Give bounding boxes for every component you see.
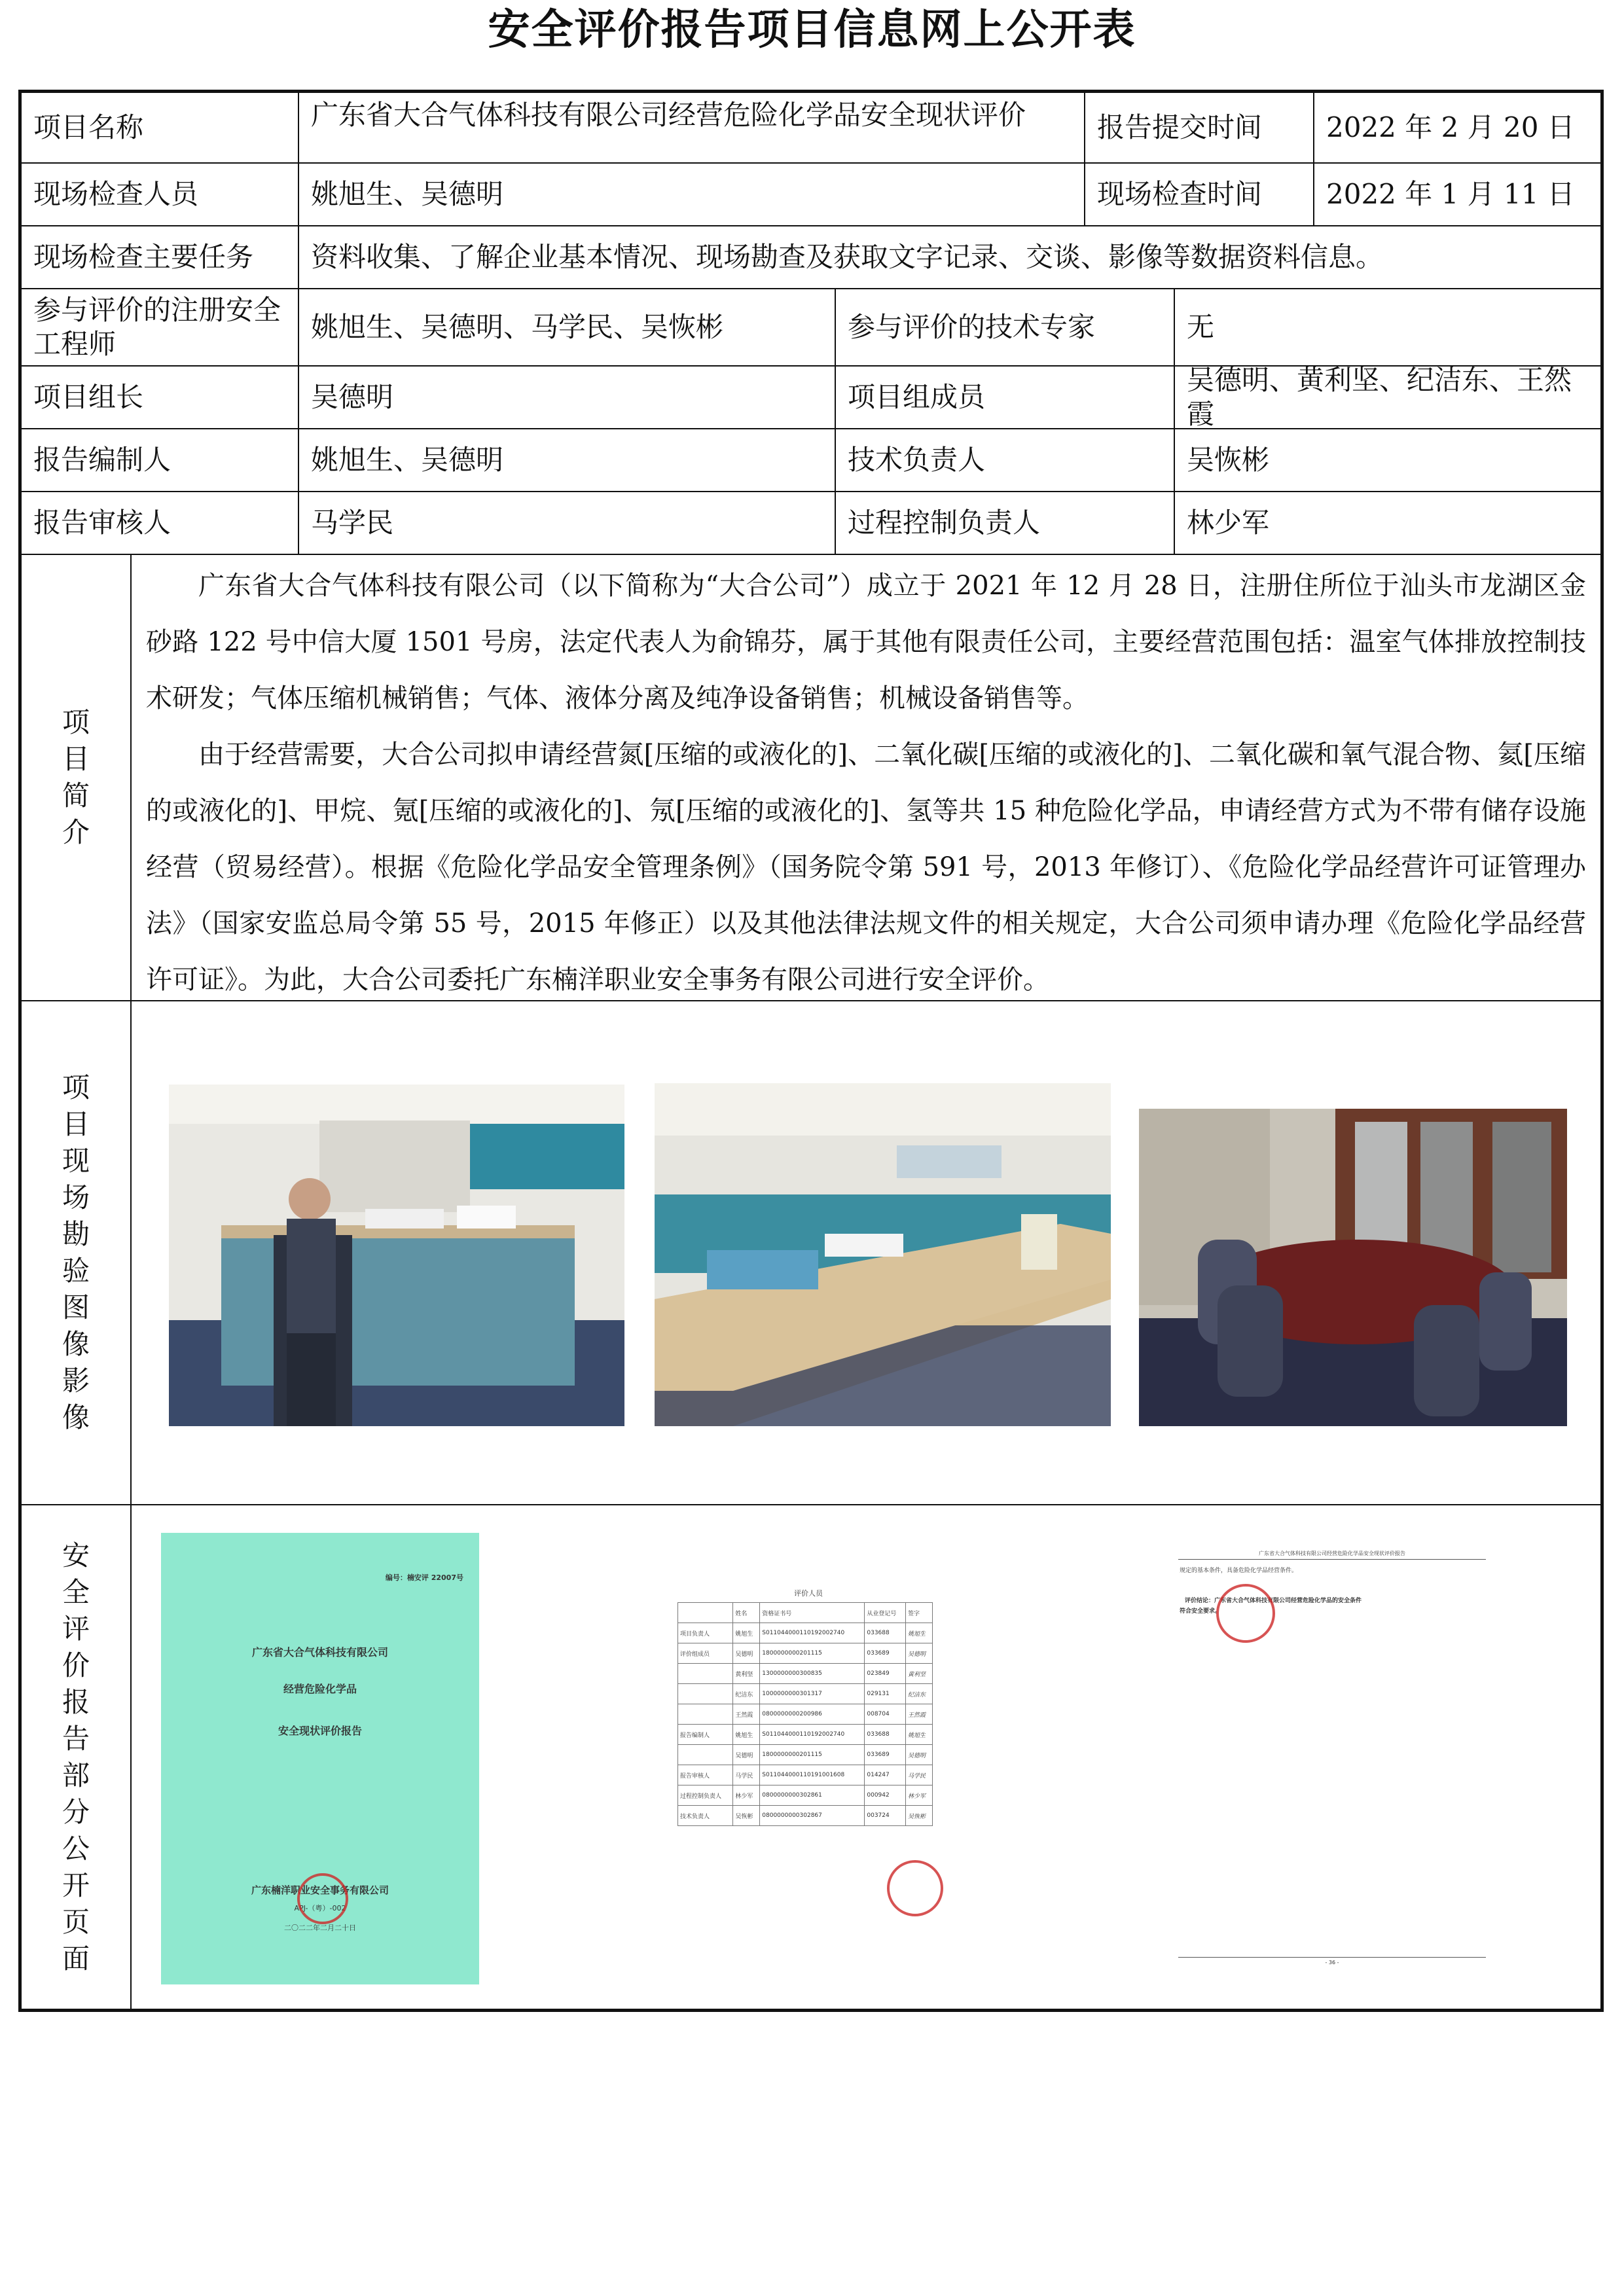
table-cell: 纪洁东: [733, 1684, 760, 1704]
main-tasks-label: 现场检查主要任务: [22, 226, 299, 289]
table-cell: [678, 1603, 733, 1623]
submit-time-value: 2022 年 2 月 20 日: [1314, 93, 1600, 164]
table-cell: 报告审核人: [678, 1765, 733, 1785]
table-cell: 014247: [865, 1765, 906, 1785]
tech-lead-value: 吴恢彬: [1175, 429, 1600, 492]
report-personnel-page: [648, 1533, 969, 1984]
engineers-value: 姚旭生、吴德明、马学民、吴恢彬: [299, 289, 836, 367]
table-cell: 报告编制人: [678, 1725, 733, 1745]
inspectors-label: 现场检查人员: [22, 164, 299, 226]
table-cell: 吴德明: [733, 1643, 760, 1664]
leader-value: 吴德明: [299, 367, 836, 429]
page3-header-rule: [1178, 1559, 1486, 1560]
table-cell: 吴德明: [906, 1745, 933, 1765]
table-cell: 王然霞: [733, 1704, 760, 1725]
site-photo-3: [1139, 1109, 1567, 1426]
page3-header: 广东省大合气体科技有限公司经营危险化学品安全现状评价报告: [1259, 1551, 1405, 1556]
table-cell: 技术负责人: [678, 1806, 733, 1826]
page3-footer-rule: [1178, 1957, 1486, 1958]
table-cell: 033689: [865, 1745, 906, 1765]
reviewer-label: 报告审核人: [22, 492, 299, 555]
tech-lead-label: 技术负责人: [836, 429, 1175, 492]
table-cell: 008704: [865, 1704, 906, 1725]
cover-number: 编号：楠安评 22007号: [385, 1573, 463, 1582]
table-cell: 吴德明: [733, 1745, 760, 1765]
table-cell: 023849: [865, 1664, 906, 1684]
table-cell: 林少军: [733, 1785, 760, 1806]
table-cell: 林少军: [906, 1785, 933, 1806]
intro-body: [132, 555, 1600, 1001]
page2-heading: 评价人员: [794, 1589, 823, 1598]
table-cell: 过程控制负责人: [678, 1785, 733, 1806]
pages-label-text: 安全评价报告部分公开页面: [62, 1539, 90, 1975]
table-cell: 评价组成员: [678, 1643, 733, 1664]
page3-stamp: [1216, 1584, 1275, 1643]
intro-paragraph-2: 由于经营需要，大合公司拟申请经营氮[压缩的或液化的]、二氧化碳[压缩的或液化的]、二氧化碳和氧气混合物、氦[压缩的或液化的]、甲烷、氪[压缩的或液化的]、氖[压缩的或液化的]、氢等共 15 种危险化学品，申请经营方式为不带有储存设施经营（贸易经营）。根据《危险化学品安全管理条例》（国务院令第 591 号，2013 年修订）、《危险化学品经营许可证管理办法》（国家安监总局令第 55 号，2015 年修正）以及其他法律法规文件的相关规定，大合公司须申请办理《危险化学品经营许可证》。为此，大合公司委托广东楠洋职业安全事务有限公司进行安全评价。: [146, 740, 1586, 995]
site-photo-1-image: [169, 1085, 624, 1426]
table-cell: 0800000000200986: [760, 1704, 865, 1725]
process-lead-label: 过程控制负责人: [836, 492, 1175, 555]
table-cell: [678, 1704, 733, 1725]
experts-label: 参与评价的技术专家: [836, 289, 1175, 367]
cover-date: 二〇二二年二月二十日: [284, 1924, 356, 1932]
cover-company: 广东省大合气体科技有限公司: [251, 1646, 388, 1659]
personnel-table: [677, 1602, 933, 1826]
intro-label: [22, 555, 132, 1001]
inspectors-value: 姚旭生、吴德明: [299, 164, 1085, 226]
table-cell: 从业登记号: [865, 1603, 906, 1623]
submit-time-label: 报告提交时间: [1085, 93, 1314, 164]
report-cover-page: [161, 1533, 479, 1984]
page-title: 安全评价报告项目信息网上公开表: [488, 6, 1136, 54]
table-row: [678, 1785, 933, 1806]
table-row: [678, 1725, 933, 1745]
engineers-label: 参与评价的注册安全工程师: [22, 289, 299, 367]
page3-line1: 规定的基本条件，具备危险化学品经营条件。: [1180, 1568, 1298, 1574]
table-cell: 项目负责人: [678, 1623, 733, 1643]
cover-stamp: [297, 1873, 348, 1924]
intro-paragraph-1: 广东省大合气体科技有限公司（以下简称为“大合公司”）成立于 2021 年 12 月 28 日，注册住所位于汕头市龙湖区金砂路 122 号中信大厦 1501 号房，法定代表人为俞锦芬，属于其他有限责任公司，主要经营范围包括：温室气体排放控制技术研发；气体压缩机械销售；气体、液体分离及纯净设备销售；机械设备销售等。: [146, 571, 1586, 713]
table-cell: 黄利坚: [733, 1664, 760, 1684]
experts-value: 无: [1175, 289, 1600, 367]
site-photo-3-image: [1139, 1109, 1567, 1426]
table-row: [678, 1664, 933, 1684]
personnel-table-body: [678, 1603, 933, 1826]
table-cell: 姚旭生: [733, 1623, 760, 1643]
author-label: 报告编制人: [22, 429, 299, 492]
table-cell: 姚旭生: [733, 1725, 760, 1745]
table-row: [678, 1643, 933, 1664]
table-row: [678, 1806, 933, 1826]
project-name-label: 项目名称: [22, 93, 299, 164]
table-cell: S011044000110192002740: [760, 1725, 865, 1745]
report-conclusion-page: [1172, 1533, 1492, 1984]
table-cell: S011044000110192002740: [760, 1623, 865, 1643]
page3-footer: - 36 -: [1325, 1960, 1339, 1965]
inspect-time-label: 现场检查时间: [1085, 164, 1314, 226]
leader-label: 项目组长: [22, 367, 299, 429]
table-cell: 1800000000201115: [760, 1745, 865, 1765]
page2-stamp: [887, 1860, 943, 1916]
members-label: 项目组成员: [836, 367, 1175, 429]
table-cell: 033688: [865, 1725, 906, 1745]
table-row: [678, 1704, 933, 1725]
table-cell: 003724: [865, 1806, 906, 1826]
intro-label-text: 项目简介: [62, 706, 90, 848]
inspect-time-value: 2022 年 1 月 11 日: [1314, 164, 1600, 226]
table-cell: 000942: [865, 1785, 906, 1806]
table-cell: 资格证书号: [760, 1603, 865, 1623]
table-cell: 033689: [865, 1643, 906, 1664]
page3-line3: 符合安全要求。: [1180, 1608, 1221, 1615]
table-cell: 0800000000302861: [760, 1785, 865, 1806]
table-cell: 吴恢彬: [906, 1806, 933, 1826]
table-cell: 1000000000301317: [760, 1684, 865, 1704]
table-cell: 1300000000300835: [760, 1664, 865, 1684]
table-row: [678, 1603, 933, 1623]
cover-line3: 安全现状评价报告: [278, 1725, 362, 1737]
table-cell: 马学民: [906, 1765, 933, 1785]
author-value: 姚旭生、吴德明: [299, 429, 836, 492]
table-cell: 吴德明: [906, 1643, 933, 1664]
table-cell: 黄利坚: [906, 1664, 933, 1684]
site-photo-1: [169, 1085, 624, 1426]
reviewer-value: 马学民: [299, 492, 836, 555]
table-cell: [678, 1664, 733, 1684]
members-value: 吴德明、黄利坚、纪洁东、王然霞: [1175, 367, 1600, 429]
photos-label-text: 项目现场勘验图像影像: [62, 1071, 90, 1433]
pages-label: [22, 1505, 132, 2009]
table-cell: 姓名: [733, 1603, 760, 1623]
table-cell: 姚旭生: [906, 1725, 933, 1745]
cover-org: 广东楠洋职业安全事务有限公司: [251, 1884, 389, 1896]
project-name-value: 广东省大合气体科技有限公司经营危险化学品安全现状评价: [299, 93, 1085, 164]
main-tasks-value: 资料收集、了解企业基本情况、现场勘查及获取文字记录、交谈、影像等数据资料信息。: [299, 226, 1600, 289]
table-cell: S011044000110191001608: [760, 1765, 865, 1785]
table-cell: 姚旭生: [906, 1623, 933, 1643]
table-row: [678, 1684, 933, 1704]
table-cell: 0800000000302867: [760, 1806, 865, 1826]
process-lead-value: 林少军: [1175, 492, 1600, 555]
table-cell: 029131: [865, 1684, 906, 1704]
table-cell: 033688: [865, 1623, 906, 1643]
table-cell: 签字: [906, 1603, 933, 1623]
table-row: [678, 1765, 933, 1785]
table-cell: [678, 1745, 733, 1765]
table-cell: 1800000000201115: [760, 1643, 865, 1664]
site-photo-2: [655, 1083, 1111, 1426]
table-cell: 吴恢彬: [733, 1806, 760, 1826]
page3-line2: 评价结论：广东省大合气体科技有限公司经营危险化学品的安全条件: [1185, 1598, 1362, 1604]
table-row: [678, 1745, 933, 1765]
table-cell: 马学民: [733, 1765, 760, 1785]
site-photo-2-image: [655, 1083, 1111, 1426]
table-cell: 王然霞: [906, 1704, 933, 1725]
table-cell: [678, 1684, 733, 1704]
photos-label: [22, 1001, 132, 1505]
table-cell: 纪洁东: [906, 1684, 933, 1704]
table-row: [678, 1623, 933, 1643]
cover-line2: 经营危险化学品: [283, 1683, 357, 1695]
cover-cert: APJ-（粤）-002: [294, 1904, 346, 1912]
